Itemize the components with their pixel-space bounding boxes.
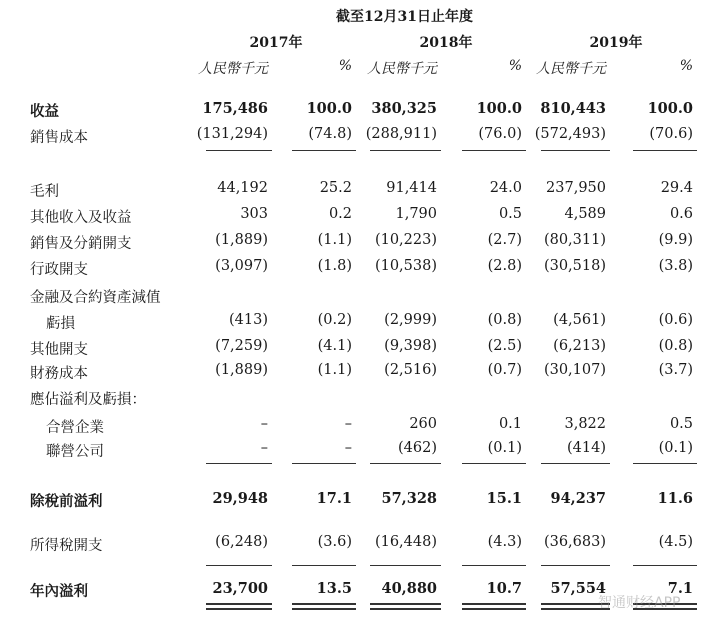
underline-rule bbox=[633, 150, 697, 151]
row-value: – bbox=[344, 416, 352, 432]
row-value: 44,192 bbox=[217, 180, 268, 196]
row-value: 100.0 bbox=[306, 100, 352, 117]
underline-rule bbox=[633, 565, 697, 566]
row-value: 175,486 bbox=[202, 100, 268, 117]
row-value: (2,516) bbox=[384, 362, 437, 378]
unit-pct-1: % bbox=[508, 58, 522, 74]
row-value: (1.8) bbox=[317, 258, 352, 274]
row-value: 11.6 bbox=[657, 490, 693, 507]
row-value: 303 bbox=[240, 206, 268, 222]
row-value: (3,097) bbox=[215, 258, 268, 274]
row-value: (4,561) bbox=[553, 312, 606, 328]
row-label: 所得稅開支 bbox=[30, 538, 103, 554]
row-value: (1.1) bbox=[317, 232, 352, 248]
watermark-text: 智通财经APP bbox=[598, 595, 681, 611]
row-value: (4.3) bbox=[487, 534, 522, 550]
row-value: 0.5 bbox=[669, 416, 693, 432]
row-value: 57,328 bbox=[381, 490, 437, 507]
row-value: (0.2) bbox=[317, 312, 352, 328]
row-value: (0.8) bbox=[658, 338, 693, 354]
row-value: – bbox=[260, 440, 268, 456]
row-value: (7,259) bbox=[215, 338, 268, 354]
period-title: 截至12月31日止年度 bbox=[336, 9, 473, 25]
row-value: 23,700 bbox=[212, 580, 268, 597]
underline-rule bbox=[370, 565, 441, 566]
row-value: (6,248) bbox=[215, 534, 268, 550]
row-value: (0.1) bbox=[658, 440, 693, 456]
row-label: 虧損 bbox=[46, 316, 75, 332]
row-value: 94,237 bbox=[550, 490, 606, 507]
row-value: 4,589 bbox=[564, 206, 606, 222]
row-value: (462) bbox=[398, 440, 437, 456]
row-label: 毛利 bbox=[30, 184, 59, 200]
row-label: 應佔溢利及虧損： bbox=[30, 392, 146, 408]
row-label: 其他收入及收益 bbox=[30, 210, 132, 226]
row-value: (74.8) bbox=[308, 126, 352, 142]
row-value: (131,294) bbox=[196, 126, 268, 142]
row-value: 260 bbox=[409, 416, 437, 432]
year-header-1: 2018年 bbox=[419, 35, 473, 51]
row-value: 0.2 bbox=[328, 206, 352, 222]
row-value: (9.9) bbox=[658, 232, 693, 248]
row-value: 3,822 bbox=[564, 416, 606, 432]
row-value: (414) bbox=[567, 440, 606, 456]
underline-rule bbox=[292, 150, 356, 151]
double-rule bbox=[292, 608, 356, 610]
row-value: (16,448) bbox=[374, 534, 437, 550]
row-value: (0.1) bbox=[487, 440, 522, 456]
row-label: 合營企業 bbox=[46, 420, 104, 436]
row-label: 金融及合約資產減值 bbox=[30, 290, 161, 306]
year-header-0: 2017年 bbox=[249, 35, 303, 51]
double-rule bbox=[462, 603, 526, 605]
underline-rule bbox=[206, 565, 272, 566]
row-value: (70.6) bbox=[649, 126, 693, 142]
underline-rule bbox=[462, 150, 526, 151]
row-value: (4.1) bbox=[317, 338, 352, 354]
row-value: (1.1) bbox=[317, 362, 352, 378]
row-value: (4.5) bbox=[658, 534, 693, 550]
row-value: (3.6) bbox=[317, 534, 352, 550]
row-value: (2.7) bbox=[487, 232, 522, 248]
row-value: (30,518) bbox=[543, 258, 606, 274]
unit-pct-2: % bbox=[679, 58, 693, 74]
row-value: (1,889) bbox=[215, 232, 268, 248]
row-value: 0.1 bbox=[498, 416, 522, 432]
row-value: (9,398) bbox=[384, 338, 437, 354]
row-value: 10.7 bbox=[486, 580, 522, 597]
underline-rule bbox=[206, 150, 272, 151]
row-value: (80,311) bbox=[543, 232, 606, 248]
underline-rule bbox=[541, 463, 610, 464]
row-value: 91,414 bbox=[386, 180, 437, 196]
row-value: 0.5 bbox=[498, 206, 522, 222]
row-value: 29.4 bbox=[660, 180, 693, 196]
row-label: 銷售及分銷開支 bbox=[30, 236, 132, 252]
unit-rmb-2: 人民幣千元 bbox=[536, 61, 606, 77]
underline-rule bbox=[541, 565, 610, 566]
row-label: 其他開支 bbox=[30, 342, 88, 358]
row-value: (288,911) bbox=[365, 126, 437, 142]
row-value: (2.8) bbox=[487, 258, 522, 274]
row-value: 237,950 bbox=[546, 180, 606, 196]
double-rule bbox=[206, 603, 272, 605]
row-value: (413) bbox=[229, 312, 268, 328]
row-label: 年內溢利 bbox=[30, 583, 88, 600]
underline-rule bbox=[292, 565, 356, 566]
row-value: (0.6) bbox=[658, 312, 693, 328]
row-label: 聯營公司 bbox=[46, 444, 104, 460]
unit-rmb-0: 人民幣千元 bbox=[198, 61, 268, 77]
row-value: 25.2 bbox=[319, 180, 352, 196]
row-value: 1,790 bbox=[395, 206, 437, 222]
underline-rule bbox=[292, 463, 356, 464]
double-rule bbox=[370, 608, 441, 610]
row-value: 24.0 bbox=[489, 180, 522, 196]
underline-rule bbox=[541, 150, 610, 151]
row-value: (30,107) bbox=[543, 362, 606, 378]
row-value: (6,213) bbox=[553, 338, 606, 354]
row-value: (0.8) bbox=[487, 312, 522, 328]
row-value: – bbox=[260, 416, 268, 432]
underline-rule bbox=[633, 463, 697, 464]
underline-rule bbox=[370, 463, 441, 464]
row-value: (10,538) bbox=[374, 258, 437, 274]
underline-rule bbox=[206, 463, 272, 464]
row-value: 15.1 bbox=[486, 490, 522, 507]
unit-pct-0: % bbox=[338, 58, 352, 74]
row-label: 除稅前溢利 bbox=[30, 493, 103, 510]
row-label: 行政開支 bbox=[30, 262, 88, 278]
row-value: 40,880 bbox=[381, 580, 437, 597]
underline-rule bbox=[370, 150, 441, 151]
row-value: 810,443 bbox=[540, 100, 606, 117]
underline-rule bbox=[462, 565, 526, 566]
row-value: (1,889) bbox=[215, 362, 268, 378]
row-value: (3.8) bbox=[658, 258, 693, 274]
row-label: 收益 bbox=[30, 103, 59, 120]
double-rule bbox=[292, 603, 356, 605]
row-label: 銷售成本 bbox=[30, 130, 88, 146]
row-value: 29,948 bbox=[212, 490, 268, 507]
row-value: 7.1 bbox=[667, 580, 693, 597]
row-value: 57,554 bbox=[550, 580, 606, 597]
double-rule bbox=[206, 608, 272, 610]
double-rule bbox=[462, 608, 526, 610]
row-value: (3.7) bbox=[658, 362, 693, 378]
double-rule bbox=[370, 603, 441, 605]
row-value: 0.6 bbox=[669, 206, 693, 222]
row-value: (10,223) bbox=[374, 232, 437, 248]
row-value: (76.0) bbox=[478, 126, 522, 142]
row-value: – bbox=[344, 440, 352, 456]
row-value: 13.5 bbox=[316, 580, 352, 597]
row-value: (2.5) bbox=[487, 338, 522, 354]
row-value: 100.0 bbox=[476, 100, 522, 117]
row-value: (572,493) bbox=[534, 126, 606, 142]
row-value: 17.1 bbox=[316, 490, 352, 507]
row-value: 100.0 bbox=[647, 100, 693, 117]
year-header-2: 2019年 bbox=[589, 35, 643, 51]
unit-rmb-1: 人民幣千元 bbox=[367, 61, 437, 77]
row-value: (0.7) bbox=[487, 362, 522, 378]
underline-rule bbox=[462, 463, 526, 464]
row-value: 380,325 bbox=[371, 100, 437, 117]
row-value: (36,683) bbox=[543, 534, 606, 550]
row-value: (2,999) bbox=[384, 312, 437, 328]
row-label: 財務成本 bbox=[30, 366, 88, 382]
